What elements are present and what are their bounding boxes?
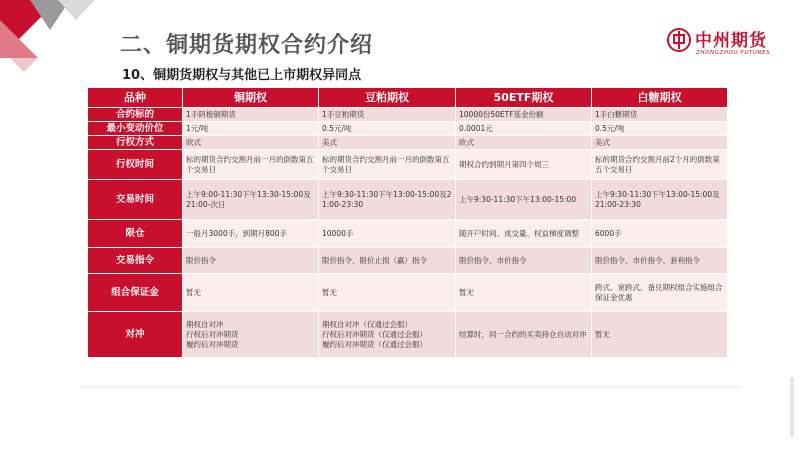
table-cell: 上午9:30-11:30下午13:00-15:00及21:00-23:30 [592,180,728,220]
company-logo [667,26,777,64]
row-label: 限仓 [88,220,183,248]
table-cell: 0.5元/吨 [319,122,456,136]
row-label: 行权方式 [88,136,183,150]
table-cell: 限价指令、限价止损（赢）指令 [319,248,456,274]
header-cell: 白糖期权 [592,88,728,108]
row-label: 合约标的 [88,108,183,122]
table-cell: 10000手 [319,220,456,248]
table-cell: 1元/吨 [183,122,319,136]
table-row [88,248,728,274]
header-cell: 铜期权 [183,88,319,108]
row-label: 交易指令 [88,248,183,274]
corner-decoration [0,0,140,80]
table-cell: 暂无 [319,274,456,312]
row-label: 行权时间 [88,150,183,180]
header-cell: 豆粕期权 [319,88,456,108]
page-title: 二、铜期货期权合约介绍 [120,33,374,58]
header-cell: 品种 [88,88,183,108]
table-cell: 结算时，同一合约的买卖持仓自动对冲 [456,312,592,358]
table-cell: 跨式、宽跨式、备兑期权组合实施组合保证金优惠 [592,274,728,312]
logo-text-en: ZHONGZHOU FUTURES [696,50,771,56]
table-cell: 0.0001元 [456,122,592,136]
table-cell: 标的期货合约交割月前一月的倒数第五个交易日 [319,150,456,180]
row-label: 最小变动价位 [88,122,183,136]
header-cell: 50ETF期权 [456,88,592,108]
table-cell: 标的期货合约交割月前一月的倒数第五个交易日 [183,150,319,180]
table-cell: 美式 [319,136,456,150]
comparison-table [87,87,728,358]
table-cell: 限价指令、市价指令 [456,248,592,274]
table-cell: 6000手 [592,220,728,248]
edge-decoration [790,377,794,437]
row-label: 对冲 [88,312,183,358]
table-row [88,150,728,180]
table-cell: 美式 [592,136,728,150]
table-cell: 1手白糖期货 [592,108,728,122]
logo-text-cn: 中州期货 [695,31,767,51]
table-cell: 欧式 [183,136,319,150]
table-row [88,180,728,220]
row-label: 组合保证金 [88,274,183,312]
table-cell: 期权自对冲（仅通过会服） 行权后对冲期货（仅通过会服） 履约后对冲期货（仅通过会服） [319,312,456,358]
table-row [88,136,728,150]
table-cell: 欧式 [456,136,592,150]
table-row [88,312,728,358]
table-row [88,274,728,312]
table-cell: 0.5元/吨 [592,122,728,136]
table-cell: 期权合约到期月第四个周三 [456,150,592,180]
table-cell: 10000份50ETF基金份额 [456,108,592,122]
table-cell: 上午9:00-11:30下午13:30-15:00及21:00-次日 [183,180,319,220]
table-row [88,122,728,136]
row-label: 交易时间 [88,180,183,220]
table-cell: 标的期货合约交割月前2个月的倒数第五个交易日 [592,150,728,180]
table-header-row [88,88,728,108]
table-shadow [80,385,740,391]
table-cell: 一般月3000手，到期月800手 [183,220,319,248]
table-cell: 限价指令 [183,248,319,274]
page-subtitle: 10、铜期货期权与其他已上市期权异同点 [122,68,362,83]
table-row [88,220,728,248]
table-cell: 随开户时间、成交量、权益梯度调整 [456,220,592,248]
logo-mark-icon [667,28,691,52]
table-cell: 期权自对冲 行权后对冲期货 履约后对冲期货 [183,312,319,358]
table-cell: 暂无 [183,274,319,312]
table-cell: 1手阴极铜期货 [183,108,319,122]
table-cell: 上午9:30-11:30下午13:00-15:00 [456,180,592,220]
table-cell: 限价指令、市价指令、套利指令 [592,248,728,274]
table-cell: 暂无 [592,312,728,358]
table-cell: 暂无 [456,274,592,312]
table-row [88,108,728,122]
table-cell: 上午9:30-11:30下午13:00-15:00及21:00-23:30 [319,180,456,220]
table-cell: 1手豆粕期货 [319,108,456,122]
